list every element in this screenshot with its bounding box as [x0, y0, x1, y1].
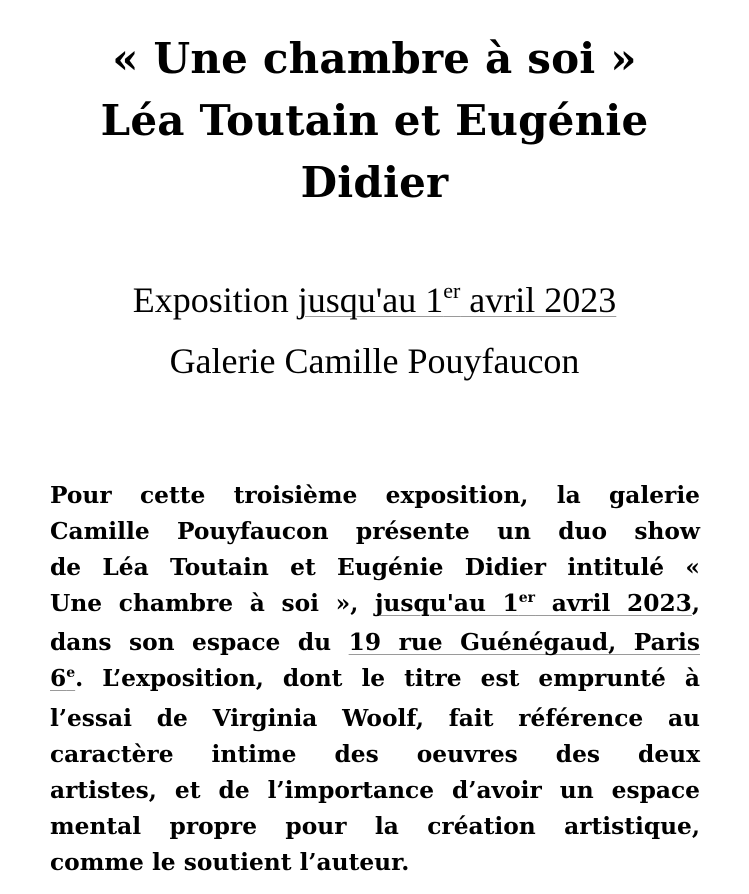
body-line-6-text: . L’exposition, dont le titre est emprunté à: [75, 665, 700, 693]
address-link-continued-text: 6: [50, 665, 67, 693]
body-paragraph: [50, 478, 700, 881]
title-line-2: Léa Toutain et Eugénie: [100, 96, 649, 145]
body-date-link[interactable]: [375, 590, 692, 617]
body-line-7: l’essai de Virginia Woolf, fait référence au: [50, 704, 700, 732]
subtitle-line-2: Galerie Camille Pouyfaucon: [169, 341, 580, 381]
date-link[interactable]: [298, 280, 617, 320]
exhibition-subtitle: [20, 272, 729, 389]
body-line-2: Camille Pouyfaucon présente un duo show: [50, 518, 700, 546]
body-line-5-text: dans son espace du: [50, 629, 349, 657]
body-date-link-text: jusqu'au 1: [375, 590, 519, 618]
address-link-superscript: e: [66, 665, 76, 682]
page-title: [40, 28, 709, 214]
body-line-4-comma: ,: [691, 590, 700, 618]
body-line-3: de Léa Toutain et Eugénie Didier intitulé «: [50, 554, 700, 582]
subtitle-line-1: [20, 272, 729, 333]
subtitle-prefix: Exposition: [132, 280, 298, 320]
body-line-6: [50, 661, 700, 700]
address-link[interactable]: 19 rue Guénégaud, Paris: [348, 629, 700, 657]
body-line-4-text: Une chambre à soi »,: [50, 590, 375, 618]
body-line-5: [50, 625, 700, 661]
date-link-text-2: avril 2023: [460, 280, 617, 320]
body-date-link-superscript: er: [518, 590, 536, 607]
address-link-continued[interactable]: [50, 665, 75, 692]
title-line-1: « Une chambre à soi »: [112, 34, 637, 83]
body-line-4: [50, 586, 700, 625]
body-line-1: Pour cette troisième exposition, la galerie: [50, 482, 700, 509]
title-line-3: Didier: [300, 158, 449, 207]
body-date-link-text-2: avril 2023: [535, 590, 692, 618]
body-line-9: artistes, et de l’importance d’avoir un espace: [50, 776, 700, 804]
date-link-text: jusqu'au 1: [297, 280, 444, 320]
body-line-8: caractère intime des oeuvres des deux: [50, 740, 700, 768]
date-link-superscript: er: [443, 278, 461, 303]
body-line-11: comme le soutient l’auteur.: [50, 848, 410, 876]
body-line-10: mental propre pour la création artistique,: [50, 812, 700, 840]
